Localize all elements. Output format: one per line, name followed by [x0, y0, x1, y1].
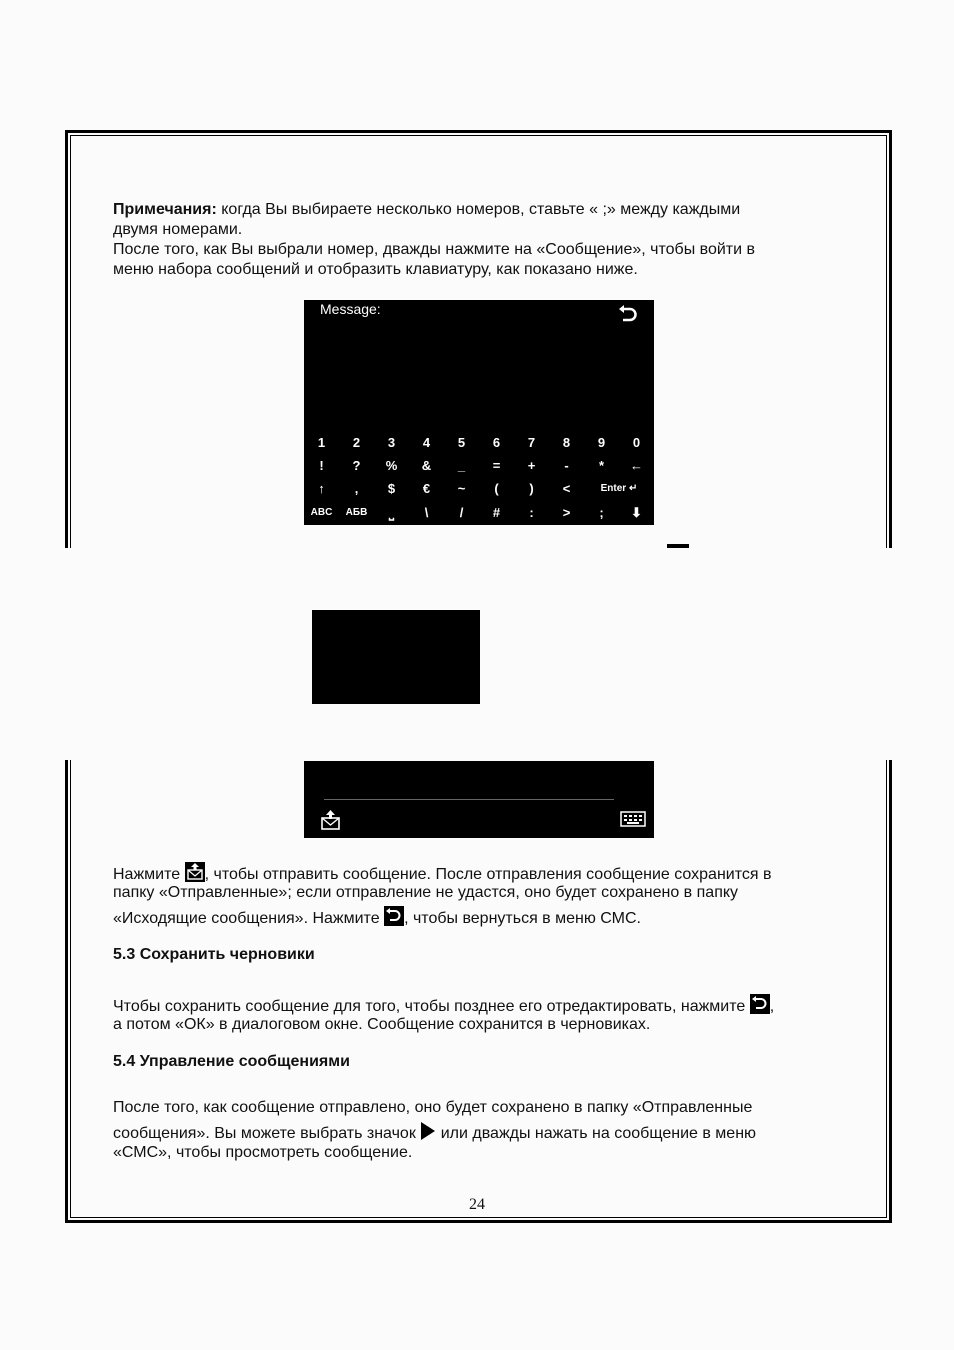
send-text-3a: «Исходящие сообщения». Нажмите — [113, 910, 380, 927]
section-54-text-2b: или дважды нажать на сообщение в меню — [440, 1125, 757, 1142]
section-53-text-1: Чтобы сохранить сообщение для того, чтобы позднее его отредактировать, нажмите — [113, 998, 746, 1015]
page-number: 24 — [469, 1196, 485, 1213]
section-54-heading: 5.4 Управление сообщениями — [113, 1053, 350, 1070]
save-draft-icon-inline — [750, 994, 770, 1014]
send-line-2: папку «Отправленные»; если отправление не удастся, оно будет сохранено в папку — [113, 884, 739, 901]
message-screen — [304, 300, 654, 525]
key-row2-6[interactable]: + — [527, 458, 536, 473]
return-icon-inline — [384, 906, 404, 926]
key-row3-6[interactable]: ) — [529, 481, 534, 496]
key-row3-4[interactable]: ~ — [457, 481, 466, 496]
send-line-1 — [113, 862, 845, 885]
key-row2-3[interactable]: & — [421, 458, 432, 473]
key-row1-1[interactable]: 2 — [352, 435, 361, 450]
key-row2-8[interactable]: * — [598, 458, 605, 473]
decorative-mark — [667, 544, 689, 548]
section-53-line-2: а потом «ОК» в диалоговом окне. Сообщение сохранится в черновиках. — [113, 1016, 651, 1033]
key-row2-2[interactable]: % — [385, 458, 398, 473]
notes-line-2: двумя номерами. — [113, 221, 243, 238]
redacted-block — [312, 610, 480, 704]
key-row1-0[interactable]: 1 — [317, 435, 326, 450]
key-row1-9[interactable]: 0 — [632, 435, 641, 450]
section-54-line-2 — [113, 1122, 756, 1144]
key-row3-0[interactable]: ↑ — [318, 481, 325, 496]
send-text-1b: , чтобы отправить сообщение. После отправления сообщение сохранится в — [204, 866, 772, 883]
section-54-text-2a: сообщения». Вы можете выбрать значок — [113, 1125, 416, 1142]
key-row4-8[interactable]: ; — [599, 505, 604, 520]
section-54-line-1: После того, как сообщение отправлено, оно будет сохранено в папку «Отправленные — [113, 1099, 753, 1116]
key-row1-8[interactable]: 9 — [597, 435, 606, 450]
key-row3-3[interactable]: € — [422, 481, 431, 496]
on-screen-keyboard — [304, 429, 654, 525]
key-row2-4[interactable]: _ — [457, 458, 466, 473]
send-text-3b: , чтобы вернуться в меню СМС. — [404, 910, 641, 927]
notes-line-1 — [113, 200, 740, 220]
key-row1-2[interactable]: 3 — [387, 435, 396, 450]
message-toolbar-screen — [304, 761, 654, 838]
key-row4-7[interactable]: > — [562, 505, 571, 520]
keyboard-icon[interactable] — [620, 811, 646, 827]
notes-label: Примечания: — [113, 201, 217, 218]
key-row4-0[interactable]: ABC — [310, 507, 333, 518]
play-icon-inline — [420, 1122, 436, 1140]
section-53-line-1 — [113, 994, 774, 1017]
key-row4-6[interactable]: : — [529, 505, 534, 520]
key-row1-3[interactable]: 4 — [422, 435, 431, 450]
key-row3-8[interactable]: Enter ↵ — [600, 483, 638, 494]
key-row4-5[interactable]: # — [492, 505, 501, 520]
frame-gap — [60, 548, 900, 760]
message-label: Message: — [320, 301, 381, 317]
key-row1-7[interactable]: 8 — [562, 435, 571, 450]
key-row4-3[interactable]: \ — [424, 505, 429, 520]
send-text-1a: Нажмите — [113, 866, 181, 883]
key-row4-2[interactable]: ⎵ — [388, 505, 395, 520]
key-row2-5[interactable]: = — [492, 458, 501, 473]
notes-line-4: меню набора сообщений и отобразить клавиатуру, как показано ниже. — [113, 261, 638, 278]
input-line — [324, 799, 614, 800]
key-row4-1[interactable]: АБВ — [345, 507, 368, 518]
send-line-3 — [113, 906, 641, 929]
key-row1-6[interactable]: 7 — [527, 435, 536, 450]
notes-line-3: После того, как Вы выбрали номер, дважды нажмите на «Сообщение», чтобы войти в — [113, 241, 756, 258]
key-row1-5[interactable]: 6 — [492, 435, 501, 450]
send-icon-inline — [185, 862, 205, 882]
key-row1-4[interactable]: 5 — [457, 435, 466, 450]
key-row2-9[interactable]: ← — [630, 458, 643, 473]
back-icon[interactable] — [616, 303, 638, 325]
key-row4-4[interactable]: / — [459, 505, 464, 520]
send-icon[interactable] — [319, 809, 343, 831]
key-row4-9[interactable]: ⬇ — [631, 505, 642, 520]
key-row3-5[interactable]: ( — [494, 481, 499, 496]
section-54-line-3: «СМС», чтобы просмотреть сообщение. — [113, 1144, 413, 1161]
key-row2-1[interactable]: ? — [352, 458, 361, 473]
section-53-tail: , — [769, 998, 775, 1015]
key-row3-7[interactable]: < — [562, 481, 571, 496]
section-53-heading: 5.3 Сохранить черновики — [113, 946, 315, 963]
key-row3-2[interactable]: $ — [387, 481, 396, 496]
key-row2-7[interactable]: - — [564, 458, 569, 473]
key-row2-0[interactable]: ! — [319, 458, 324, 473]
notes-text-1: когда Вы выбираете несколько номеров, ставьте « ;» между каждыми — [221, 201, 741, 218]
key-row3-1[interactable]: , — [354, 481, 359, 496]
